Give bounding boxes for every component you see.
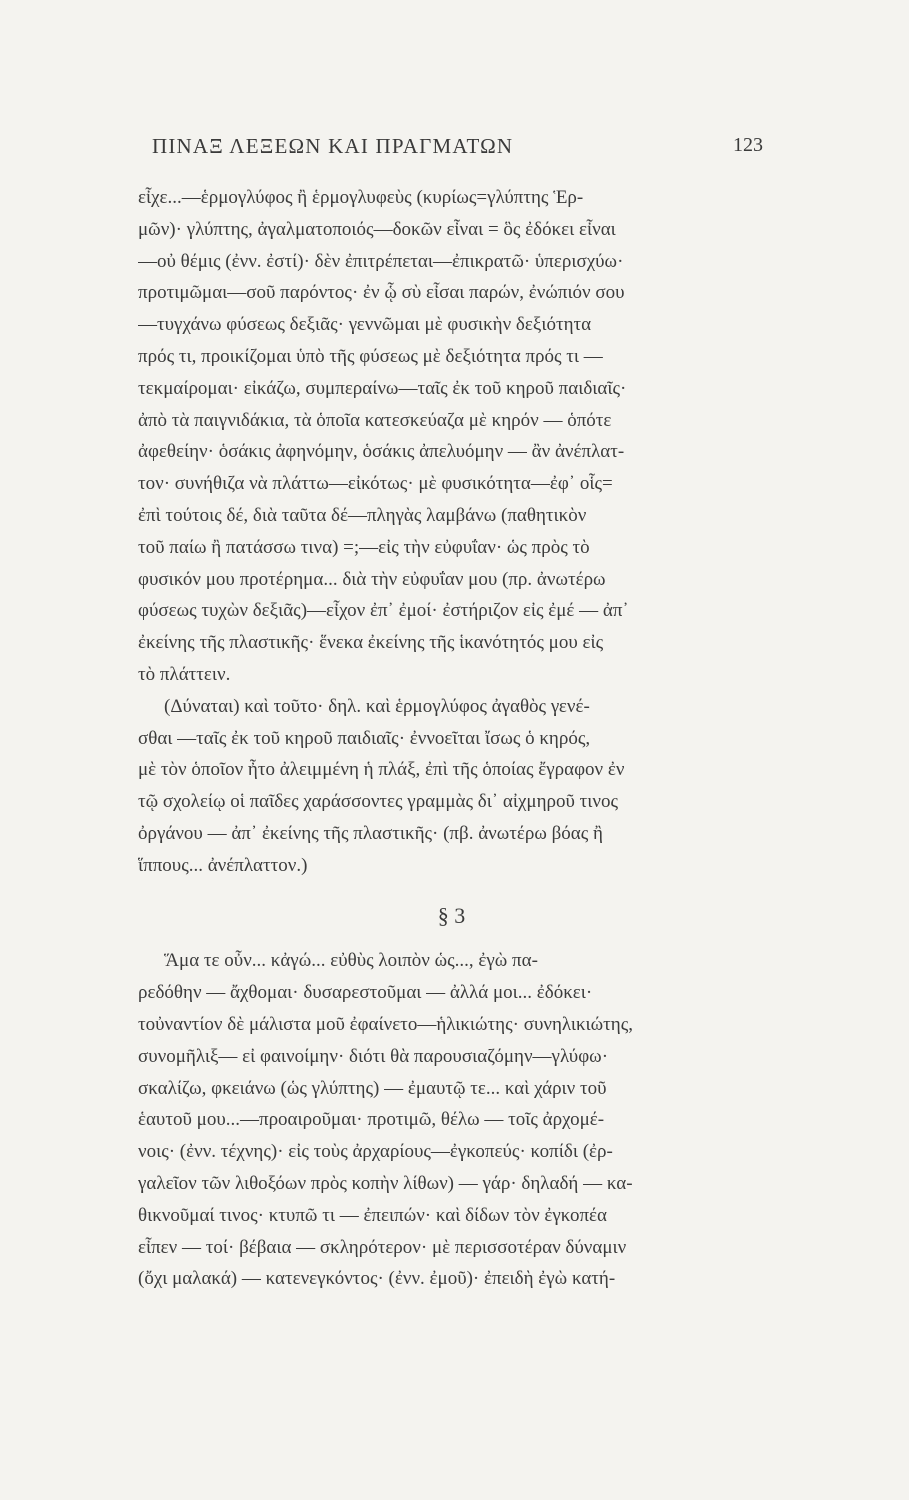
text-line: εἶχε...—ἑρμογλύφος ἢ ἑρμογλυφεὺς (κυρίως=γλύπτης Ἑρ- [138, 187, 584, 208]
text-line: ἐπὶ τούτοις δέ, διὰ ταῦτα δέ—πληγὰς λαμβάνω (παθητικὸν [138, 504, 587, 526]
page-number: 123 [733, 134, 763, 156]
text-line: μῶν)· γλύπτης, ἀγαλματοποιός—δοκῶν εἶναι = ὃς ἐδόκει εἶναι [138, 218, 616, 240]
text-line: πρός τι, προικίζομαι ὑπὸ τῆς φύσεως μὲ δεξιότητα πρός τι — [138, 345, 603, 367]
running-title: ΠΙΝΑΞ ΛΕΞΕΩΝ ΚΑΙ ΠΡΑΓΜΑΤΩΝ [152, 134, 514, 158]
text-line: τεκμαίρομαι· εἰκάζω, συμπεραίνω—ταῖς ἐκ τοῦ κηροῦ παιδιαῖς· [138, 377, 627, 399]
text-line: θικνοῦμαί τινος· κτυπῶ τι — ἐπειπών· καὶ δίδων τὸν ἐγκοπέα [138, 1204, 607, 1226]
text-line: τοὐναντίον δὲ μάλιστα μοῦ ἐφαίνετο—ἡλικιώτης· συνηλικιώτης, [138, 1013, 634, 1035]
text-line: συνομῆλιξ— εἰ φαινοίμην· διότι θὰ παρουσιαζόμην—γλύφω· [138, 1045, 609, 1067]
text-line: τοῦ παίω ἢ πατάσσω τινα) =;—εἰς τὴν εὐφυΐαν· ὡς πρὸς τὸ [138, 536, 590, 558]
text-line: εἶπεν — τοί· βέβαια — σκληρότερον· μὲ περισσοτέραν δύναμιν [138, 1236, 627, 1258]
text-line: ἀπὸ τὰ παιγνιδάκια, τὰ ὁποῖα κατεσκεύαζα μὲ κηρόν — ὁπότε [138, 409, 612, 431]
text-line: σκαλίζω, φκειάνω (ὡς γλύπτης) — ἐμαυτῷ τε... καὶ χάριν τοῦ [138, 1077, 607, 1099]
glossary-text [138, 182, 765, 1295]
paragraph-start-line: (Δύναται) καὶ τοῦτο· δηλ. καὶ ἑρμογλύφος ἀγαθὸς γενέ- [164, 695, 590, 717]
text-line: σθαι —ταῖς ἐκ τοῦ κηροῦ παιδιαῖς· ἐννοεῖται ἴσως ὁ κηρός, [138, 727, 591, 749]
text-line: φύσεως τυχὼν δεξιᾶς)—εἶχον ἐπ᾿ ἐμοί· ἐστήριζον εἰς ἐμέ — ἀπ᾿ [138, 600, 629, 622]
text-line: τῷ σχολείῳ οἱ παῖδες χαράσσοντες γραμμὰς δι᾿ αἰχμηροῦ τινος [138, 791, 619, 813]
text-line: γαλεῖον τῶν λιθοξόων πρὸς κοπὴν λίθων) — γάρ· δηλαδή — κα- [138, 1172, 633, 1194]
text-line: ἵππους... ἀνέπλαττον.) [138, 854, 308, 876]
text-line: νοις· (ἐνν. τέχνης)· εἰς τοὺς ἀρχαρίους—ἐγκοπεύς· κοπίδι (ἐρ- [138, 1141, 613, 1163]
paragraph-start-line: Ἅμα τε οὖν... κἀγώ... εὐθὺς λοιπὸν ὡς..., ἐγὼ πα- [164, 950, 538, 972]
section-heading: § 3 [437, 902, 466, 928]
text-line: τον· συνήθιζα νὰ πλάττω—εἰκότως· μὲ φυσικότητα—ἐφ᾿ οἷς= [138, 473, 613, 495]
text-line: ἀφεθείην· ὁσάκις ἀφηνόμην, ὁσάκις ἀπελυόμην — ἂν ἀνέπλατ- [138, 441, 625, 463]
text-line: τὸ πλάττειν. [138, 663, 231, 685]
page-header [0, 134, 909, 168]
text-line: προτιμῶμαι—σοῦ παρόντος· ἐν ᾧ σὺ εἶσαι παρών, ἐνώπιόν σου [138, 282, 625, 304]
text-line: φυσικόν μου προτέρημα... διὰ τὴν εὐφυΐαν μου (πρ. ἀνωτέρω [138, 568, 606, 590]
text-line: ἐκείνης τῆς πλαστικῆς· ἕνεκα ἐκείνης τῆς ἱκανότητός μου εἰς [138, 632, 604, 654]
text-line: ἑαυτοῦ μου...—προαιροῦμαι· προτιμῶ, θέλω — τοῖς ἀρχομέ- [138, 1109, 605, 1131]
text-line: μὲ τὸν ὁποῖον ἦτο ἀλειμμένη ἡ πλάξ, ἐπὶ τῆς ὁποίας ἔγραφον ἐν [138, 759, 625, 781]
text-line: ρεδόθην — ἄχθομαι· δυσαρεστοῦμαι — ἀλλά μοι... ἐδόκει· [138, 982, 593, 1004]
text-line: ὀργάνου — ἀπ᾿ ἐκείνης τῆς πλαστικῆς· (πβ. ἀνωτέρω βόας ἢ [138, 822, 603, 844]
text-line: —οὐ θέμις (ἐνν. ἐστί)· δὲν ἐπιτρέπεται—ἐπικρατῶ· ὑπερισχύω· [138, 250, 624, 272]
text-line: (ὄχι μαλακά) — κατενεγκόντος· (ἐνν. ἐμοῦ)· ἐπειδὴ ἐγὼ κατή- [138, 1268, 616, 1290]
text-line: —τυγχάνω φύσεως δεξιᾶς· γεννῶμαι μὲ φυσικὴν δεξιότητα [138, 314, 592, 336]
